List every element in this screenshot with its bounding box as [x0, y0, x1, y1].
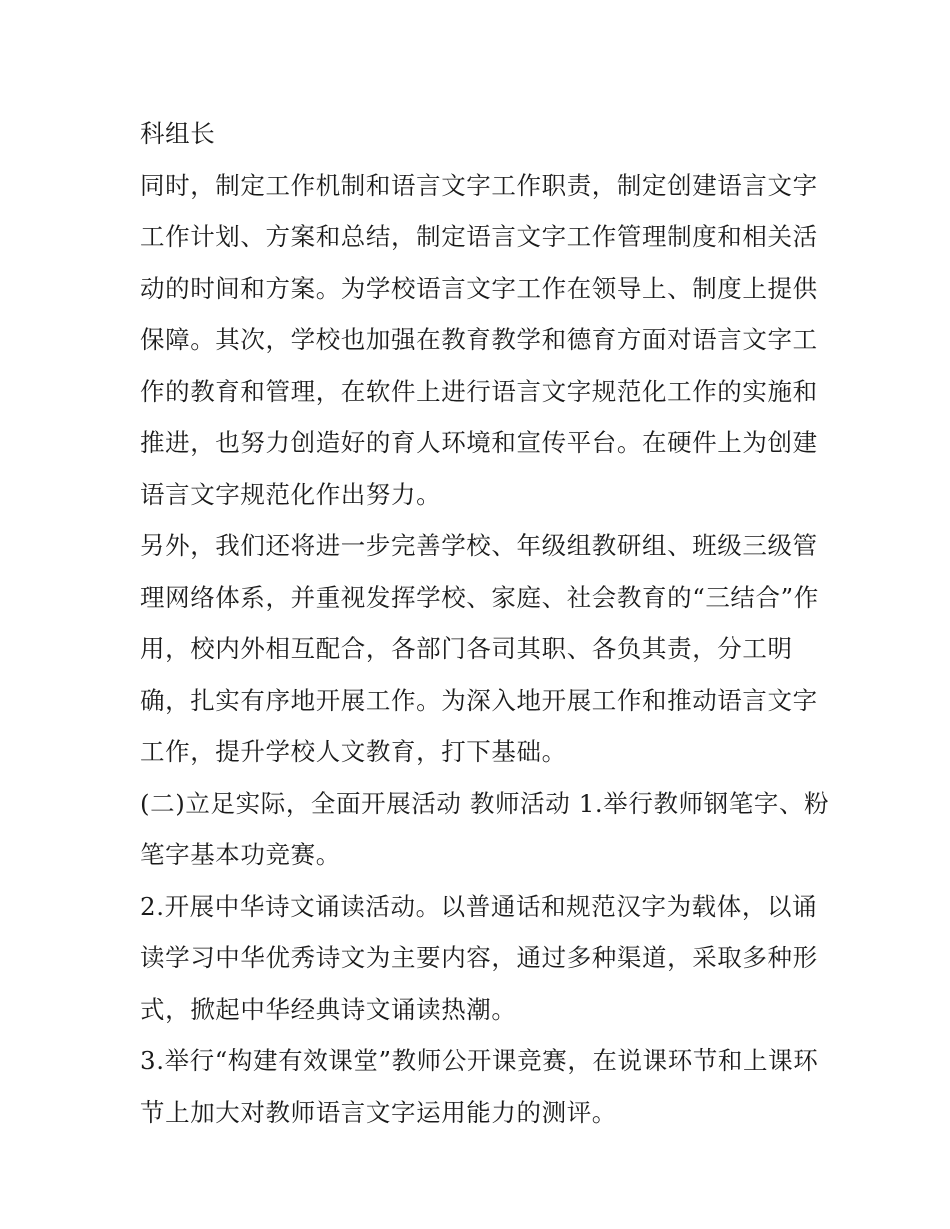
text-line: 另外，我们还将进一步完善学校、年级组教研组、班级三级管 — [140, 531, 818, 560]
text-line: 节上加大对教师语言文字运用能力的测评。 — [140, 1097, 617, 1127]
text-line: 读学习中华优秀诗文为主要内容，通过多种渠道，采取多种形 — [140, 943, 818, 972]
text-line: 工作，提升学校人文教育，打下基础。 — [140, 737, 567, 766]
text-line: 2.开展中华诗文诵读活动。以普通话和规范汉字为载体，以诵 — [140, 891, 818, 921]
text-line: 语言文字规范化作出努力。 — [140, 479, 442, 509]
text-line: (二)立足实际，全面开展活动 教师活动 1.举行教师钢笔字、粉 — [140, 788, 830, 818]
text-line: 同时，制定工作机制和语言文字工作职责，制定创建语言文字 — [140, 170, 818, 200]
text-line: 用，校内外相互配合，各部门各司其职、各负其责，分工明 — [140, 634, 793, 663]
text-line: 笔字基本功竞赛。 — [140, 840, 341, 869]
text-line: 理网络体系，并重视发挥学校、家庭、社会教育的“三结合”作 — [140, 582, 819, 612]
text-line: 确，扎实有序地开展工作。为深入地开展工作和推动语言文字 — [140, 685, 818, 715]
text-line: 3.举行“构建有效课堂”教师公开课竞赛，在说课环节和上课环 — [140, 1046, 819, 1075]
document-body — [140, 108, 830, 1138]
text-line: 工作计划、方案和总结，制定语言文字工作管理制度和相关活 — [140, 222, 818, 251]
text-line: 动的时间和方案。为学校语言文字工作在领导上、制度上提供 — [140, 273, 818, 303]
text-line: 作的教育和管理，在软件上进行语言文字规范化工作的实施和 — [140, 376, 818, 406]
text-line: 推进，也努力创造好的育人环境和宣传平台。在硬件上为创建 — [140, 428, 818, 457]
text-line: 式，掀起中华经典诗文诵读热潮。 — [140, 994, 517, 1024]
text-line: 保障。其次，学校也加强在教育教学和德育方面对语言文字工 — [140, 325, 818, 354]
text-line: 科组长 — [140, 119, 216, 148]
